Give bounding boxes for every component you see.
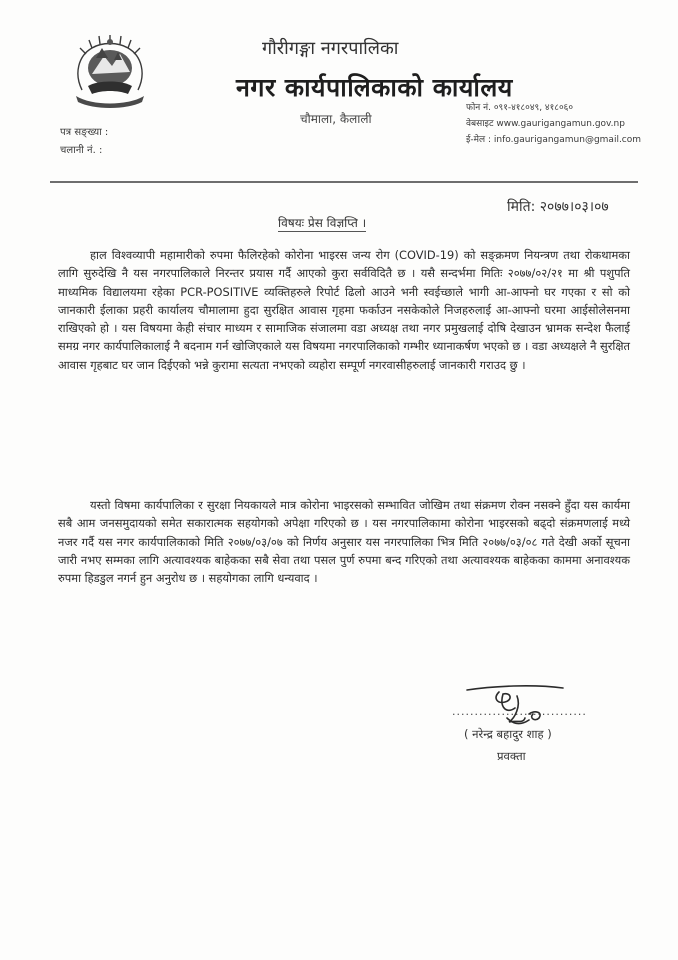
- subject-text: विषयः प्रेस विज्ञप्ति ।: [278, 216, 367, 230]
- office-address: चौमाला, कैलाली: [300, 112, 372, 126]
- office-title: नगर कार्यपालिकाको कार्यालय: [236, 73, 513, 102]
- body-paragraph: यस्तो विषमा कार्यपालिका र सुरक्षा नियकायले मात्र कोरोना भाइरसको सम्भावित जोखिम तथा संक्रमण रोक्न नसक्ने हुँदा यस कार्यमा सबै आम जनसमुदायको समेत सकारात्मक सहयोगको अपेक्षा गरिएको छ । यस नगरपालिकामा कोरोना भाइरसको बढ्दो संक्रमणलाई मध्ये नजर गर्दै यस नगर कार्यपालिकाको मिति २०७७/०३/०७ को निर्णय अनुसार यस नगरपालिका भित्र मिति २०७७/०३/०८ गते देखी अर्को सूचना जारी नभए सम्मका लागि अत्यावश्यक बाहेकका सबै सेवा तथा पसल पुर्ण रुपमा बन्द गरिएको तथा अत्यावश्यक बाहेकका काममा अनावश्यक रुपमा हिडडुल नगर्न हुन अनुरोध छ । सहयोगका लागि धन्यवाद ।: [58, 498, 630, 586]
- contact-block: [466, 100, 641, 148]
- website-line: वेबसाइट www.gaurigangamun.gov.np: [466, 119, 625, 129]
- municipality-name: गौरीगङ्गा नगरपालिका: [262, 38, 399, 59]
- reference-block: [60, 124, 108, 160]
- letter-subject: [278, 214, 366, 231]
- signature-line: ..............................: [452, 705, 587, 718]
- signer-name: ( नरेन्द्र बहादुर शाह ): [464, 727, 552, 741]
- letter-number-label: पत्र सङ्ख्या :: [60, 127, 109, 138]
- signer-title: प्रवक्ता: [497, 749, 526, 763]
- phone-line: फोन नं. ०९१-४१८०४९, ४१८०६०: [466, 103, 574, 113]
- dispatch-number-label: चलानी नं. :: [60, 145, 103, 156]
- nepal-government-emblem: [68, 34, 152, 110]
- header-divider: [50, 181, 638, 183]
- email-line: ई-मेल : info.gaurigangamun@gmail.com: [466, 135, 642, 145]
- letter-date: मिति: २०७७।०३।०७: [507, 199, 609, 215]
- body-paragraph: हाल विश्वव्यापी महामारीको रुपमा फैलिरहेको कोरोना भाइरस जन्य रोग (COVID-19) को सङ्क्रमण नियन्त्रण तथा रोकथामका लागि सुरुदेखि नै यस नगरपालिकाले निरन्तर प्रयास गर्दै आएको कुरा सर्वविदितै छ । यसै सन्दर्भमा मितिः २०७७/०२/२१ मा श्री पशुपति माध्यमिक विद्यालयमा रहेका PCR-POSITIVE व्यक्तिहरुले रिपोर्ट ढिलो आउने भनी स्वईच्छाले भागी आ-आफ्नो घर गएका र सो को जानकारी ईलाका प्रहरी कार्यालय चौमालामा हुदा सुरक्षित आवास गृहमा फर्काउन नसकेकोले निजहरुलाई आ-आफ्नो घरमा आईसोलेसनमा राखिएको हो । यस विषयमा केही संचार माध्यम र सामाजिक संजालमा वडा अध्यक्ष तथा नगर प्रमुखलाई दोषि देखाउन भ्रामक सन्देश फैलाई समग्र नगर कार्यपालिकालाई नै बदनाम गर्न खोजिएकाले यस विषयमा नगरपालिकाको गम्भीर ध्यानाकर्षण भएको छ । वडा अध्यक्षले नै सुरक्षित आवास गृहबाट घर जान दिईएको भन्ने कुरामा सत्यता नभएको व्यहोरा सम्पूर्ण नगरवासीहरुलाई जानकारी गराउद छु ।: [58, 248, 630, 372]
